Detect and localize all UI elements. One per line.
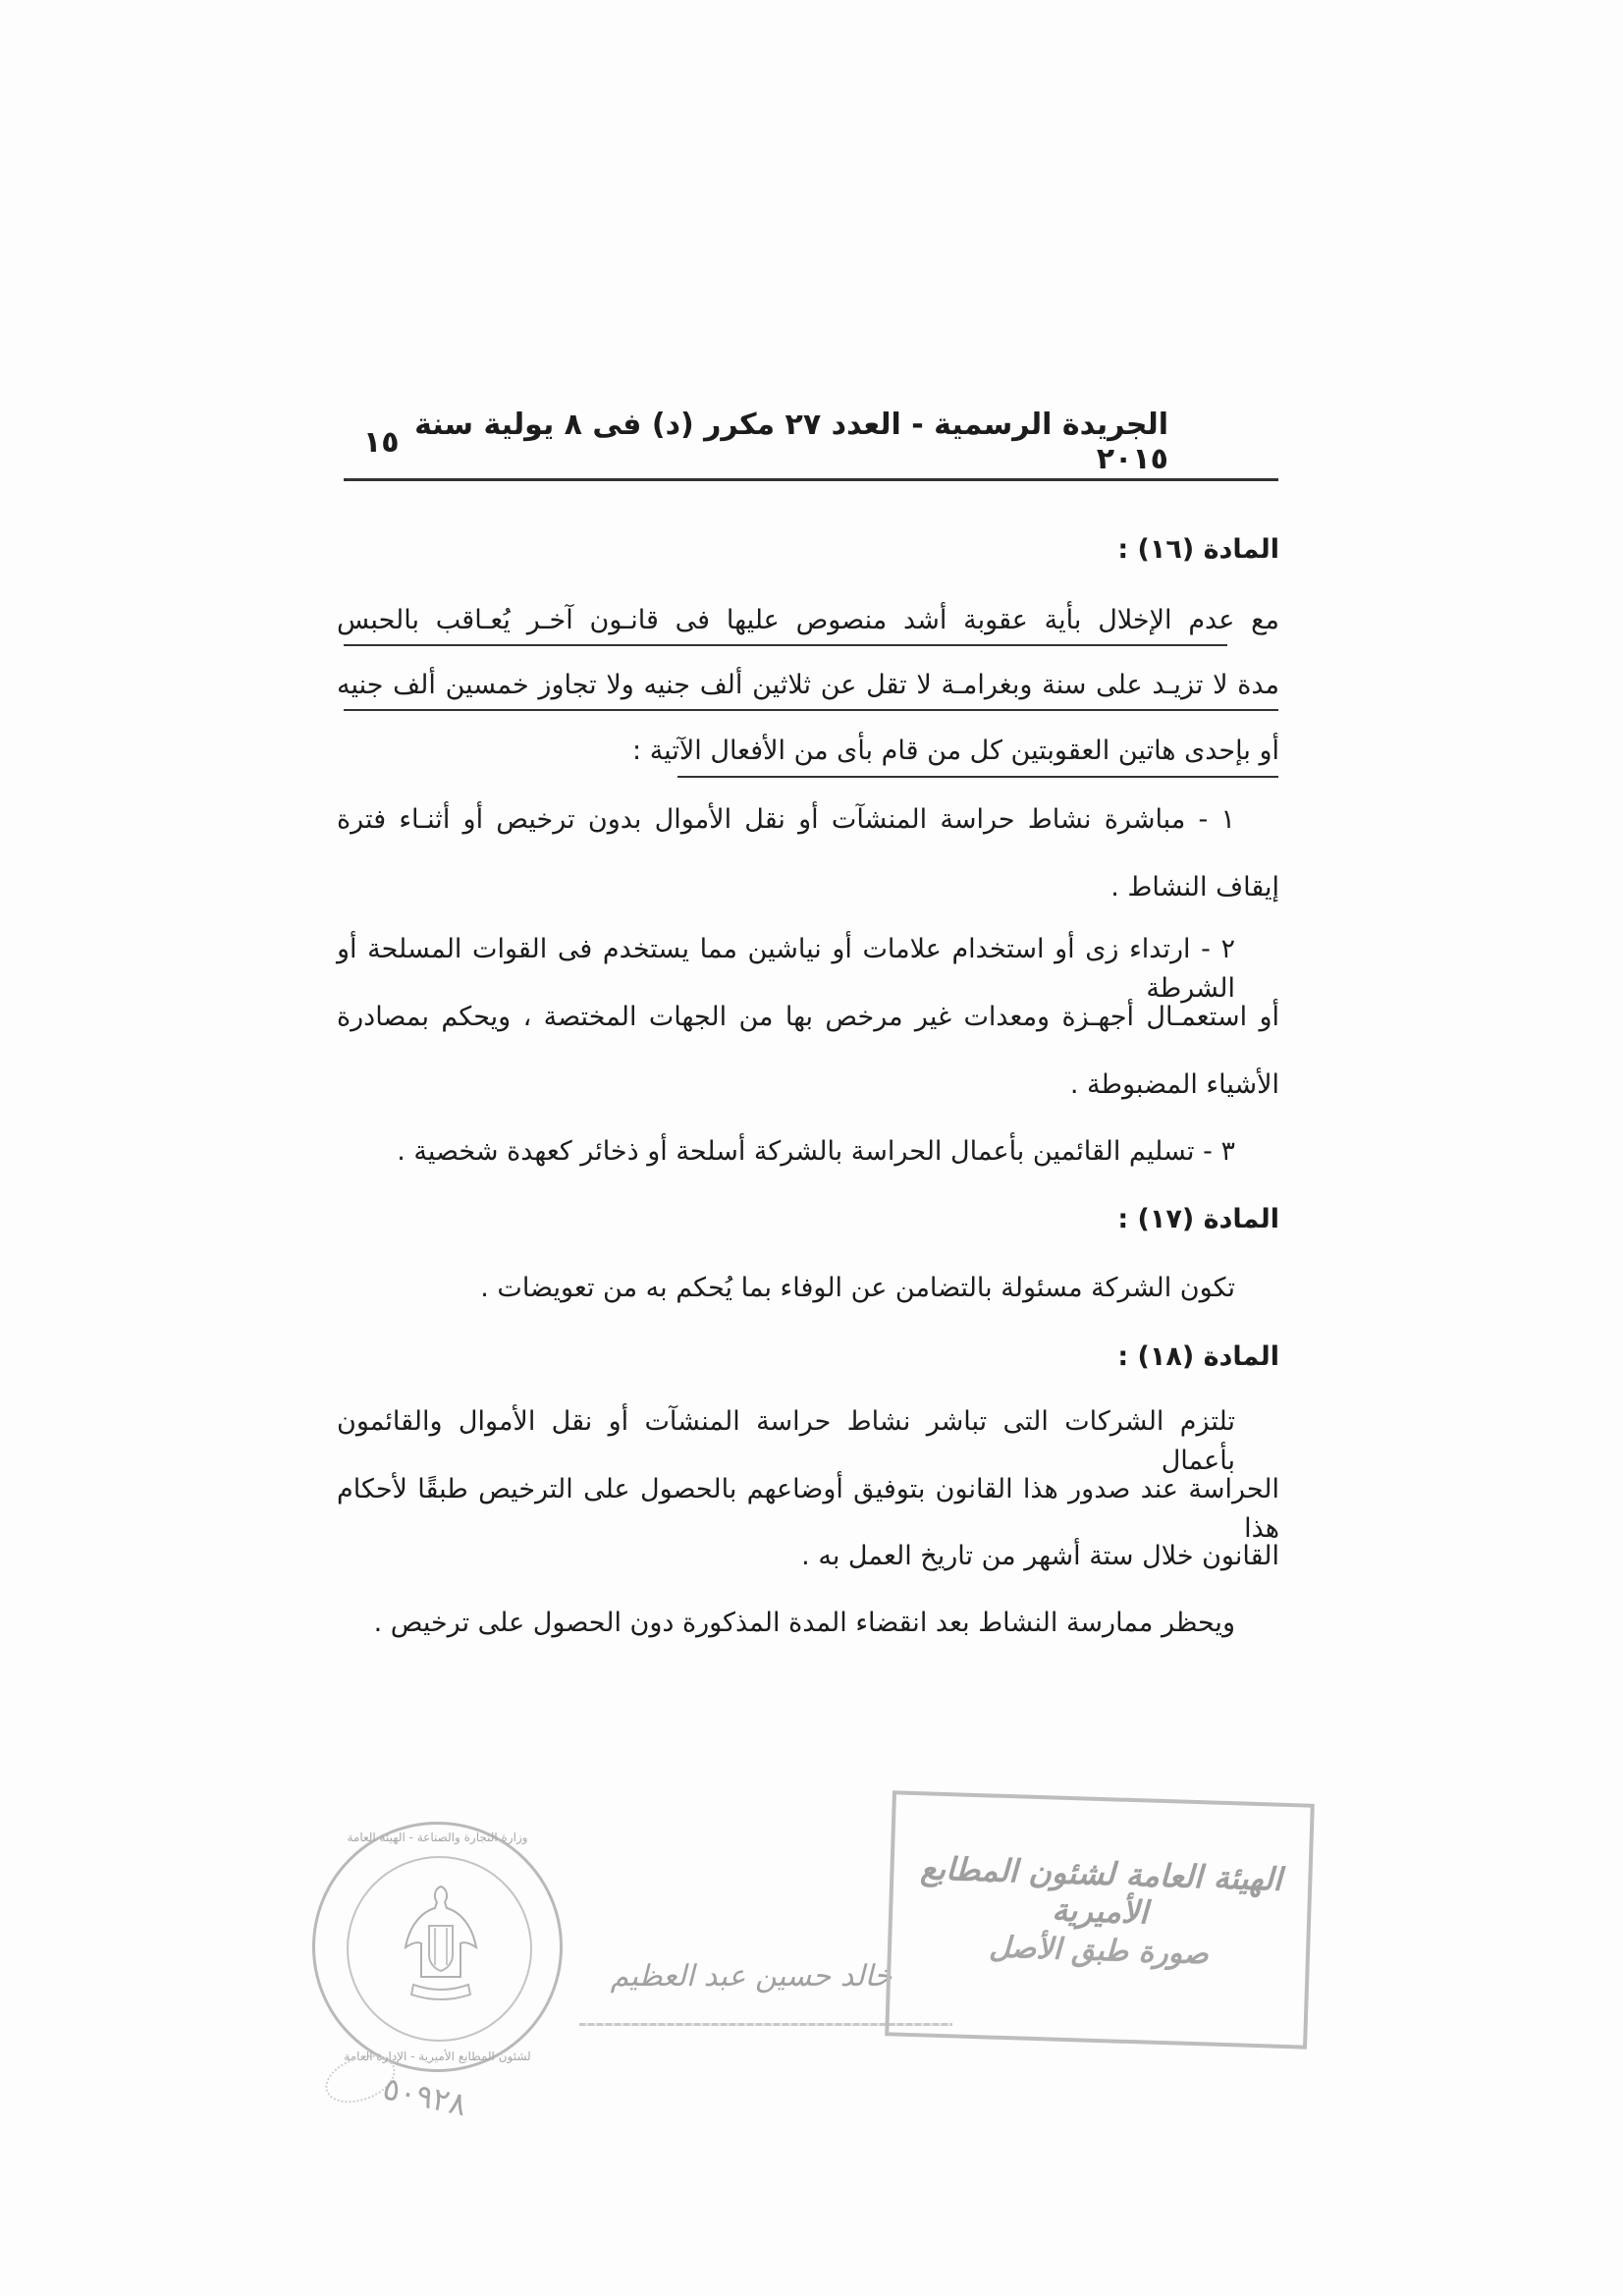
article-17-line-1: تكون الشركة مسئولة بالتضامن عن الوفاء بما يُحكم به من تعويضات .: [480, 1273, 1235, 1303]
article-18-heading: المادة (١٨) :: [1117, 1341, 1279, 1372]
underline: [677, 776, 1278, 778]
page-number: ١٥: [363, 424, 400, 460]
article-16-item-1-line-1: ١ - مباشرة نشاط حراسة المنشآت أو نقل الأموال بدون ترخيص أو أثنـاء فترة: [337, 804, 1235, 835]
article-16-line-2: مدة لا تزيـد على سنة وبغرامـة لا تقل عن ثلاثين ألف جنيه ولا تجاوز خمسين ألف جنيه: [337, 670, 1279, 700]
article-16-heading: المادة (١٦) :: [1117, 534, 1279, 565]
article-18-line-4: ويحظر ممارسة النشاط بعد انقضاء المدة المذكورة دون الحصول على ترخيص .: [373, 1608, 1235, 1638]
page-header: [344, 408, 1168, 476]
stamp-certified-text: صورة طبق الأصل: [988, 1930, 1210, 1972]
eagle-emblem-icon: [392, 1879, 490, 2006]
signature: خالد حسين عبد العظيم: [610, 1959, 893, 1994]
seal-bottom-text: لشئون المطابع الأميرية - الإدارة العامة: [344, 2050, 531, 2063]
article-18-line-2: الحراسة عند صدور هذا القانون بتوفيق أوضاعهم بالحصول على الترخيص طبقًا لأحكام هذا: [337, 1474, 1279, 1544]
stamp-authority-text: الهيئة العامة لشئون المطابع الأميرية: [919, 1849, 1283, 1932]
article-16-item-1-line-2: إيقاف النشاط .: [1110, 872, 1279, 902]
article-17-heading: المادة (١٧) :: [1117, 1204, 1279, 1234]
article-16-line-3: أو بإحدى هاتين العقوبتين كل من قام بأى من الأفعال الآتية :: [632, 736, 1279, 766]
article-16-item-2-line-3: الأشياء المضبوطة .: [1069, 1069, 1279, 1100]
certified-copy-stamp: [885, 1790, 1315, 2049]
article-16-item-2-line-1: ٢ - ارتداء زى أو استخدام علامات أو نياشين مما يستخدم فى القوات المسلحة أو الشرطة: [337, 934, 1235, 1004]
article-16-line-1: مع عدم الإخلال بأية عقوبة أشد منصوص عليها فى قانـون آخـر يُعـاقب بالحبس: [337, 605, 1279, 635]
article-18-line-3: القانون خلال ستة أشهر من تاريخ العمل به .: [801, 1541, 1279, 1571]
underline: [344, 709, 1278, 711]
article-18-line-1: تلتزم الشركات التى تباشر نشاط حراسة المنشآت أو نقل الأموال والقائمون بأعمال: [337, 1406, 1235, 1476]
underline: [344, 644, 1227, 646]
serial-number: ٥٠٩٢٨: [379, 2069, 470, 2124]
article-16-item-3-line-1: ٣ - تسليم القائمين بأعمال الحراسة بالشركة أسلحة أو ذخائر كعهدة شخصية .: [397, 1136, 1235, 1167]
header-divider: [344, 478, 1278, 481]
seal-top-text: وزارة التجارة والصناعة - الهيئة العامة: [347, 1831, 528, 1844]
gazette-title: الجريدة الرسمية - العدد ٢٧ مكرر (د) فى ٨ يولية سنة ٢٠١٥: [414, 408, 1168, 476]
article-16-item-2-line-2: أو استعمـال أجهـزة ومعدات غير مرخص بها من الجهات المختصة ، ويحكم بمصادرة: [337, 1002, 1279, 1032]
official-seal: [312, 1822, 563, 2072]
